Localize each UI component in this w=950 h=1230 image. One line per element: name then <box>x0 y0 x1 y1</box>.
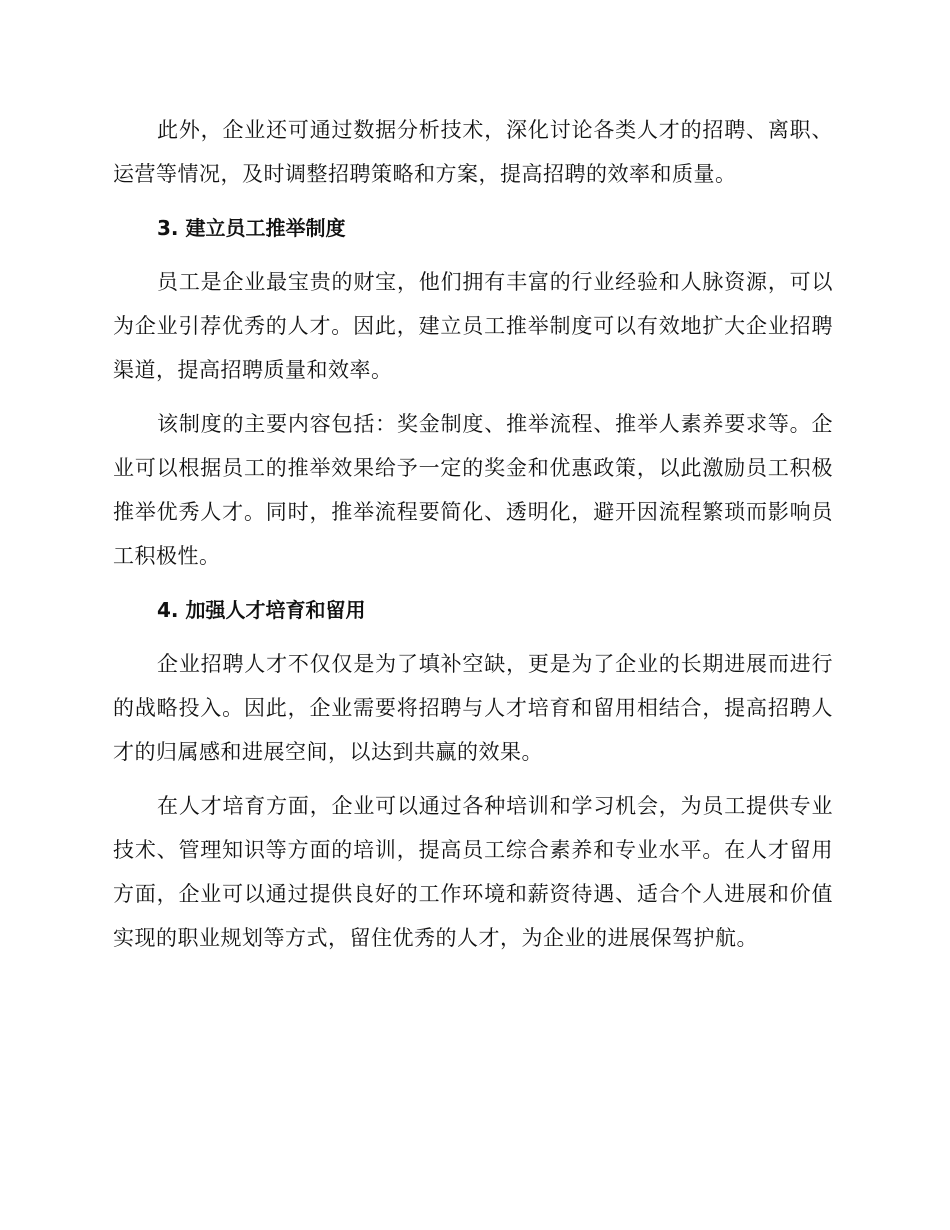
paragraph-referral-system: 该制度的主要内容包括：奖金制度、推举流程、推举人素养要求等。企业可以根据员工的推举效果给予一定的奖金和优惠政策，以此激励员工积极推举优秀人才。同时，推举流程要简化、透明化，避开因流程繁琐而影响员工积极性。 <box>113 412 833 568</box>
section-heading-4: 4. 加强人才培育和留用 <box>157 598 366 622</box>
paragraph-long-term-strategy: 企业招聘人才不仅仅是为了填补空缺，更是为了企业的长期进展而进行的战略投入。因此，企业需要将招聘与人才培育和留用相结合，提高招聘人才的归属感和进展空间，以达到共赢的效果。 <box>113 652 833 764</box>
paragraph-data-analysis: 此外，企业还可通过数据分析技术，深化讨论各类人才的招聘、离职、运营等情况，及时调整招聘策略和方案，提高招聘的效率和质量。 <box>113 118 833 186</box>
section-heading-3: 3. 建立员工推举制度 <box>157 216 346 240</box>
paragraph-training-retention: 在人才培育方面，企业可以通过各种培训和学习机会，为员工提供专业技术、管理知识等方面的培训，提高员工综合素养和专业水平。在人才留用方面，企业可以通过提供良好的工作环境和薪资待遇、适合个人进展和价值实现的职业规划等方式，留住优秀的人才，为企业的进展保驾护航。 <box>113 794 833 950</box>
paragraph-employee-value: 员工是企业最宝贵的财宝，他们拥有丰富的行业经验和人脉资源，可以为企业引荐优秀的人才。因此，建立员工推举制度可以有效地扩大企业招聘渠道，提高招聘质量和效率。 <box>113 270 833 382</box>
document-page <box>113 108 833 960</box>
